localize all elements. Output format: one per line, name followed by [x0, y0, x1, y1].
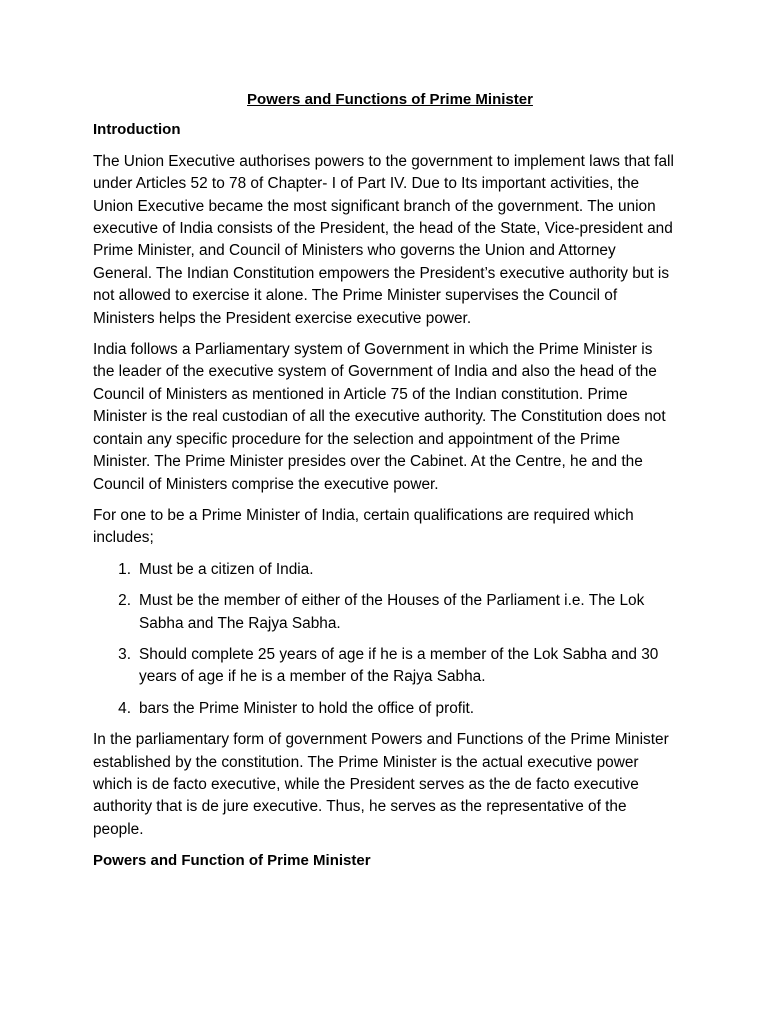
list-item-text: Should complete 25 years of age if he is a member of the Lok Sabha and 30 years of age if he is a member of the Rajya Sabha.: [139, 645, 659, 686]
list-item-text: Must be the member of either of the Houses of the Parliament i.e. The Lok Sabha and The Rajya Sabha.: [139, 592, 645, 632]
list-item-number: 1.: [118, 560, 131, 578]
list-item-number: 4.: [118, 699, 131, 717]
paragraph-union-executive: The Union Executive authorises powers to the government to implement laws that fall under Articles 52 to 78 of Chapter- I of Part IV. Due to Its important activities, the Union Executive became the most significant branch of the government. The union executive of India consists of the President, the head of the State, Vice-president and Prime Minister, and Council of Ministers who governs the Union and Attorney General. The Indian Constitution empowers the President’s executive authority but is not allowed to exercise it alone. The Prime Minister supervises the Council of Ministers helps the President exercise executive power.: [93, 152, 674, 327]
intro-heading: Introduction: [93, 121, 181, 139]
paragraph-qualifications-intro: For one to be a Prime Minister of India, certain qualifications are required which includes;: [93, 506, 634, 547]
list-item: [93, 590, 675, 635]
list-item: [93, 559, 675, 581]
document-title: Powers and Functions of Prime Minister: [247, 91, 533, 108]
list-item: [93, 698, 675, 720]
document-page: [93, 89, 675, 873]
list-item-number: 3.: [118, 645, 131, 663]
qualifications-list: [93, 559, 675, 720]
list-item-text: bars the Prime Minister to hold the office of profit.: [139, 699, 475, 717]
list-item-text: Must be a citizen of India.: [139, 560, 314, 578]
paragraph-parliamentary-form: In the parliamentary form of government Powers and Functions of the Prime Minister established by the constitution. The Prime Minister is the actual executive power which is de facto executive, while the President serves as the de facto executive authority that is de jure executive. Thus, he serves as the representative of the people.: [93, 731, 669, 838]
paragraph-parliamentary-system: India follows a Parliamentary system of Government in which the Prime Minister is the leader of the executive system of Government of India and also the head of the Council of Ministers as mentioned in Article 75 of the Indian constitution. Prime Minister is the real custodian of all the executive authority. The Constitution does not contain any specific procedure for the selection and appointment of the Prime Minister. The Prime Minister presides over the Cabinet. At the Centre, he and the Council of Ministers comprise the executive power.: [93, 341, 666, 493]
list-item-number: 2.: [118, 592, 131, 610]
section-heading-powers: Powers and Function of Prime Minister: [93, 852, 371, 870]
list-item: [93, 644, 675, 689]
